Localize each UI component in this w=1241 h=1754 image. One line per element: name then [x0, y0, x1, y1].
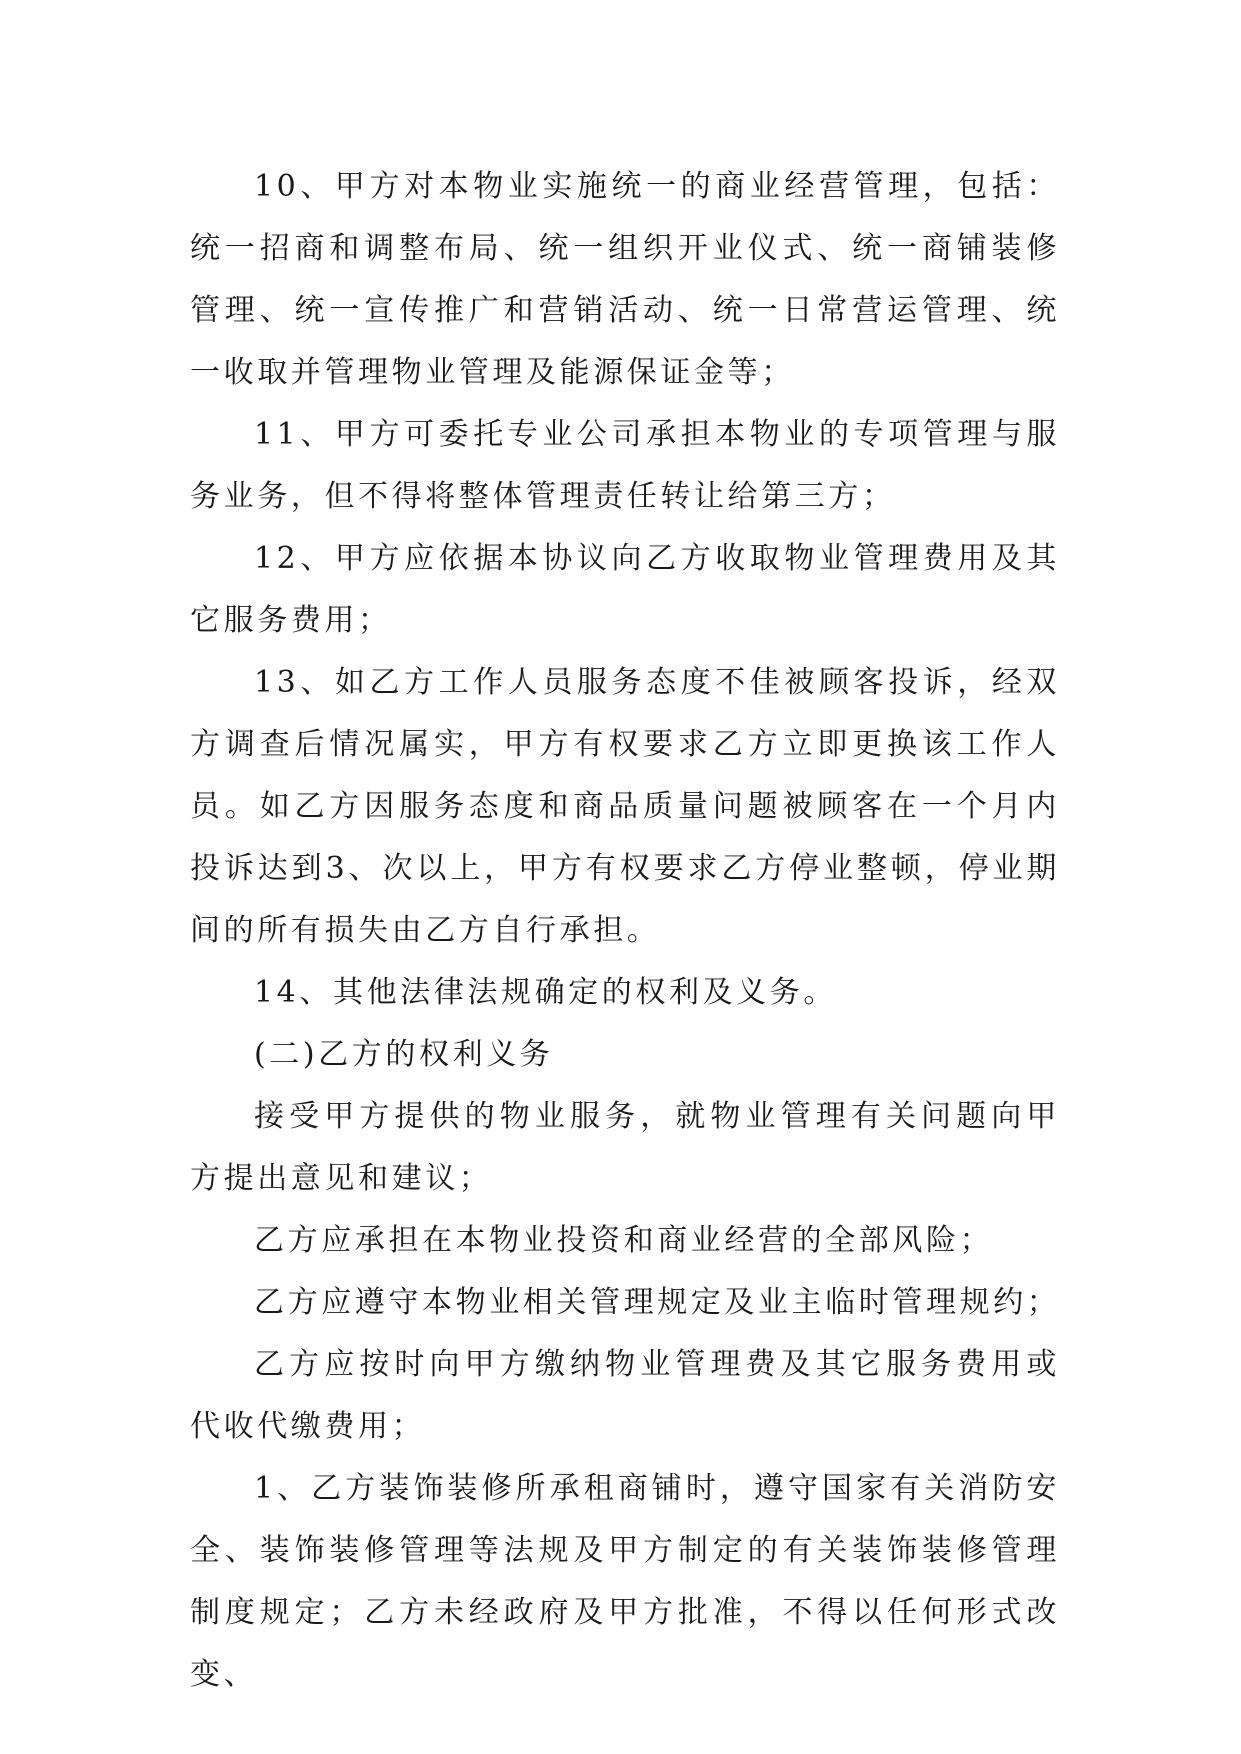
paragraph-clause-14: 14、其他法律法规确定的权利及义务。 [254, 975, 837, 1010]
paragraph-party-b-clause-1: 1、乙方装饰装修所承租商铺时，遵守国家有关消防安全、装饰装修管理等法规及甲方制定的有关装饰装修管理制度规定；乙方未经政府及甲方批准，不得以任何形式改变、 [190, 1471, 1060, 1692]
paragraph-party-b-3: 乙方应遵守本物业相关管理规定及业主临时管理规约； [254, 1285, 1061, 1320]
section-heading-party-b-rights: (二)乙方的权利义务 [254, 1037, 554, 1072]
document-body [190, 156, 1060, 1706]
paragraph-party-b-2: 乙方应承担在本物业投资和商业经营的全部风险； [254, 1223, 994, 1258]
paragraph-clause-13: 13、如乙方工作人员服务态度不佳被顾客投诉，经双方调查后情况属实，甲方有权要求乙方立即更换该工作人员。如乙方因服务态度和商品质量问题被顾客在一个月内投诉达到3、次以上，甲方有权要求乙方停业整顿，停业期间的所有损失由乙方自行承担。 [190, 665, 1060, 948]
paragraph-party-b-1: 接受甲方提供的物业服务，就物业管理有关问题向甲方提出意见和建议； [190, 1099, 1060, 1196]
paragraph-party-b-4: 乙方应按时向甲方缴纳物业管理费及其它服务费用或代收代缴费用； [190, 1347, 1060, 1444]
paragraph-clause-10: 10、甲方对本物业实施统一的商业经营管理，包括：统一招商和调整布局、统一组织开业仪式、统一商铺装修管理、统一宣传推广和营销活动、统一日常营运管理、统一收取并管理物业管理及能源保证金等； [190, 169, 1060, 390]
paragraph-clause-11: 11、甲方可委托专业公司承担本物业的专项管理与服务业务，但不得将整体管理责任转让给第三方； [190, 417, 1060, 514]
paragraph-clause-12: 12、甲方应依据本协议向乙方收取物业管理费用及其它服务费用； [190, 541, 1060, 638]
